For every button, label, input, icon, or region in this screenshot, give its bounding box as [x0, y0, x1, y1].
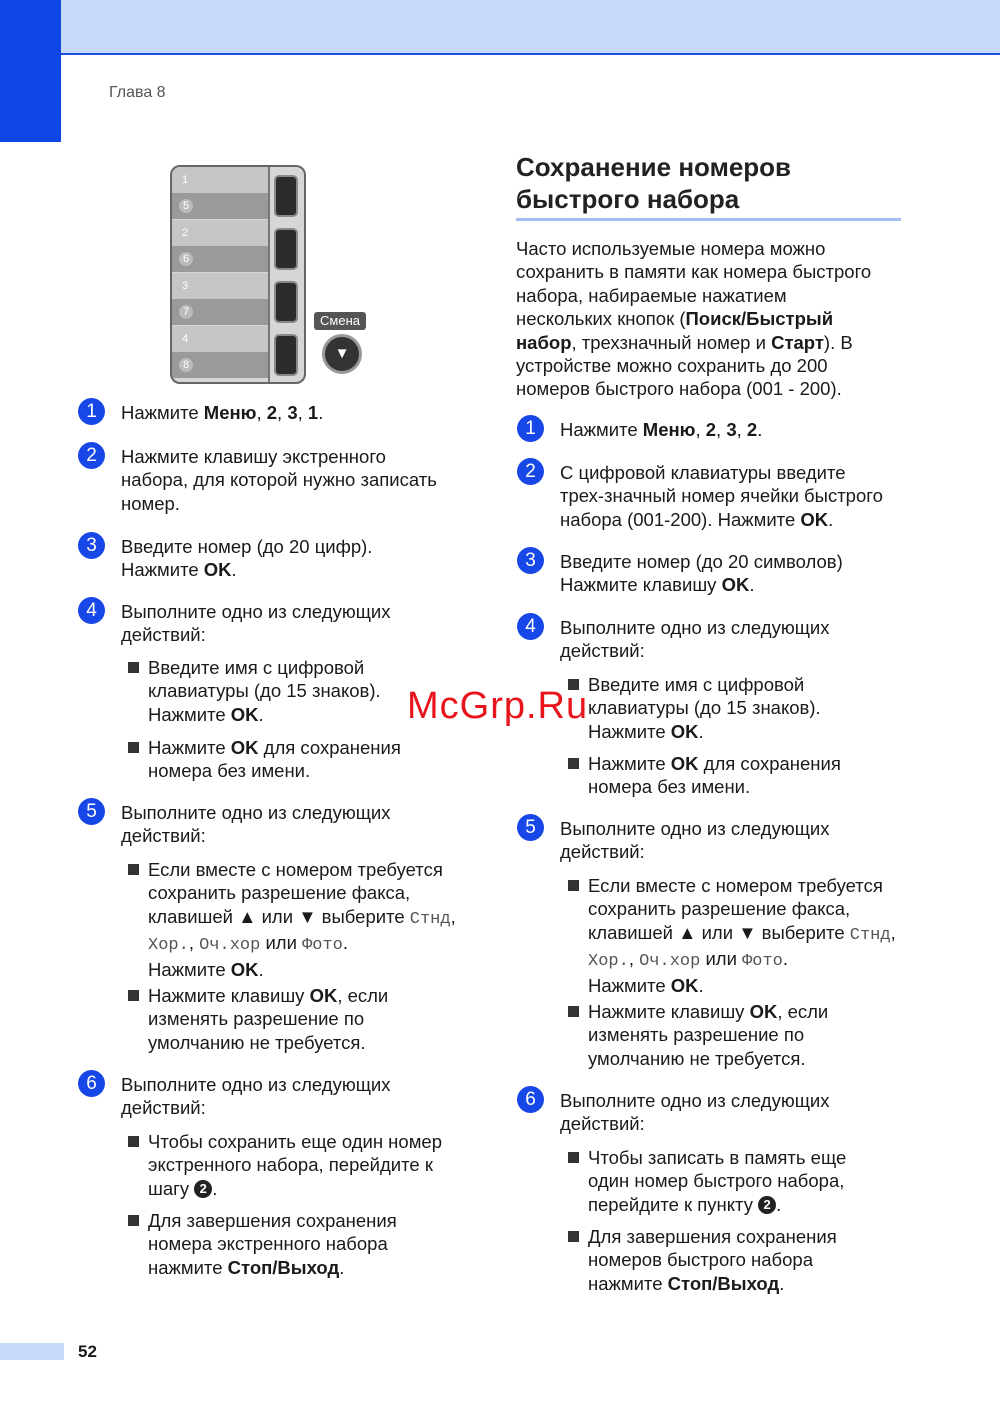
- intro-paragraph: Часто используемые номера можно сохранить в памяти как номера быстрого набора, набираемые нажатием нескольких кнопок (Поиск/Быстрый набор, трехзначный номер и Старт). В устройстве можно сохранить до 200 номеров быстрого набора (001 - 200).: [516, 238, 872, 400]
- step-text: С цифровой клавиатуры введите трех-значный номер ячейки быстрого набора (001-200). Нажмите OK.: [560, 462, 883, 530]
- bullet-marker: [128, 742, 139, 753]
- step-number: 1: [78, 398, 105, 425]
- step-text: Введите номер (до 20 цифр). Нажмите OK.: [121, 536, 373, 581]
- one-touch-key: [274, 334, 298, 376]
- page-number: 52: [78, 1342, 97, 1361]
- step-text: Нажмите клавишу экстренного набора, для которой нужно записать номер.: [121, 446, 437, 514]
- bullet-marker: [128, 1215, 139, 1226]
- step-number: 5: [78, 798, 105, 825]
- step-ref-icon: 2: [194, 1180, 212, 1198]
- panel-label: 3: [182, 280, 189, 292]
- shift-button-down-arrow-icon: ▼: [322, 334, 362, 374]
- step-number: 6: [78, 1070, 105, 1097]
- panel-label: 4: [182, 333, 189, 345]
- speed-dial-panel-illustration: [170, 165, 306, 384]
- step-number: 2: [78, 442, 105, 469]
- bullet-marker: [128, 1136, 139, 1147]
- bullet-marker: [568, 758, 579, 769]
- bullet-marker: [128, 990, 139, 1001]
- panel-label: 8: [179, 358, 193, 372]
- one-touch-key: [274, 228, 298, 270]
- step-number: 3: [517, 547, 544, 574]
- shift-label: Смена: [314, 312, 366, 330]
- watermark: McGrp.Ru: [407, 685, 589, 727]
- step-text: Нажмите Меню, 2, 3, 2.: [560, 419, 763, 440]
- step-text: Выполните одно из следующих действий:: [121, 601, 391, 646]
- chapter-tab: [0, 0, 61, 142]
- step-text: Нажмите Меню, 2, 3, 1.: [121, 402, 324, 423]
- bullet-marker: [128, 864, 139, 875]
- one-touch-key: [274, 281, 298, 323]
- footer-bar: [0, 1343, 64, 1360]
- header-bar: [0, 0, 1000, 54]
- panel-label: 5: [179, 199, 193, 213]
- step-number: 3: [78, 532, 105, 559]
- bullet-marker: [568, 1152, 579, 1163]
- section-rule: [516, 218, 901, 221]
- panel-label: 7: [179, 305, 193, 319]
- step-number: 4: [78, 597, 105, 624]
- step-text: Выполните одно из следующих действий:: [560, 617, 830, 662]
- step-ref-icon: 2: [758, 1196, 776, 1214]
- step-number: 6: [517, 1086, 544, 1113]
- panel-label: 6: [179, 252, 193, 266]
- step-text: Выполните одно из следующих действий:: [560, 1090, 830, 1135]
- section-title: Сохранение номеров быстрого набора: [516, 152, 792, 214]
- one-touch-key: [274, 175, 298, 217]
- step-text: Выполните одно из следующих действий:: [560, 818, 830, 863]
- bullet-marker: [128, 662, 139, 673]
- panel-label: 2: [182, 227, 189, 239]
- step-number: 4: [517, 613, 544, 640]
- bullet-marker: [568, 1006, 579, 1017]
- step-number: 1: [517, 415, 544, 442]
- step-text: Введите номер (до 20 символов) Нажмите клавишу OK.: [560, 551, 843, 596]
- header-rule: [60, 53, 1000, 55]
- bullet-marker: [568, 880, 579, 891]
- panel-label: 1: [182, 174, 189, 186]
- step-text: Выполните одно из следующих действий:: [121, 1074, 391, 1119]
- step-number: 5: [517, 814, 544, 841]
- bullet-marker: [568, 1231, 579, 1242]
- chapter-label: Глава 8: [109, 84, 166, 101]
- panel-divider: [268, 167, 270, 382]
- step-text: Выполните одно из следующих действий:: [121, 802, 391, 847]
- step-number: 2: [517, 458, 544, 485]
